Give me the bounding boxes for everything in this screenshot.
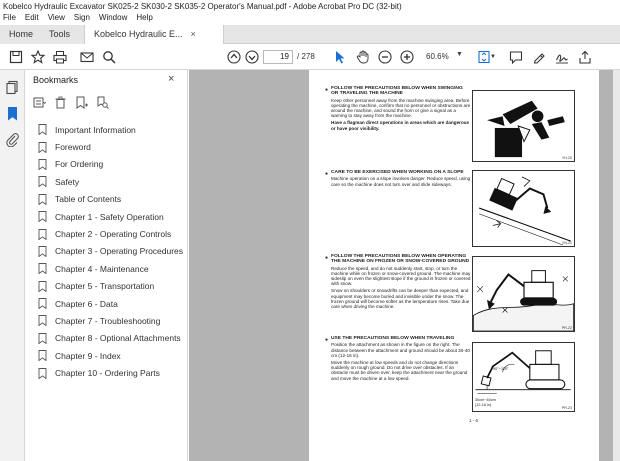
bookmark-icon: [38, 124, 47, 135]
page-number-input[interactable]: 19: [263, 50, 293, 64]
comment-icon[interactable]: [508, 49, 524, 65]
distance-label-inches: (12-16 in): [475, 403, 492, 407]
new-bookmark-icon[interactable]: [75, 96, 88, 110]
bookmark-label: Foreword: [55, 142, 91, 153]
bookmark-item[interactable]: [38, 208, 186, 225]
bookmark-label: Chapter 1 - Safety Operation: [55, 211, 164, 222]
section-slope: [331, 170, 471, 189]
bookmark-label: Important Information: [55, 124, 136, 135]
pdf-page: [309, 70, 599, 461]
bookmark-icon: [38, 298, 47, 309]
frozen-ground-illustration: [473, 257, 574, 331]
figure-number: YN-21: [561, 241, 572, 245]
page-total: / 278: [297, 52, 315, 61]
menu-sign[interactable]: Sign: [73, 13, 90, 22]
section-heading: CARE TO BE EXERCISED WHEN WORKING ON A SLOPE: [331, 170, 464, 175]
bookmark-icon: [38, 281, 47, 292]
angle-label: 90°~110°: [493, 367, 509, 371]
figure-number: PR-23: [561, 406, 572, 410]
bookmark-item[interactable]: [38, 347, 186, 364]
signature-icon[interactable]: [554, 49, 570, 65]
bookmark-icon: [38, 159, 47, 170]
bookmark-icon: [38, 333, 47, 344]
menu-edit[interactable]: Edit: [24, 13, 39, 22]
figure-slope: [472, 170, 575, 247]
page-thumbnails-icon[interactable]: [5, 80, 20, 95]
swinging-warning-illustration: [473, 91, 574, 161]
document-viewer[interactable]: [189, 70, 620, 461]
print-icon[interactable]: [52, 49, 68, 65]
bookmark-label: Chapter 8 - Optional Attachments: [55, 333, 181, 344]
bookmarks-toolbar: [33, 96, 109, 110]
slope-warning-illustration: [473, 171, 574, 246]
bookmark-label: Chapter 5 - Transportation: [55, 281, 155, 292]
attachments-icon[interactable]: [5, 132, 20, 147]
section-heading: FOLLOW THE PRECAUTIONS BELOW WHEN SWINGING OR TRAVELING THE MACHINE: [331, 86, 463, 97]
hand-tool-icon[interactable]: [355, 49, 371, 65]
figure-frozen-ground: [472, 256, 575, 332]
section-swinging: [331, 86, 471, 133]
zoom-in-icon[interactable]: [399, 49, 415, 65]
bookmark-label: Chapter 2 - Operating Controls: [55, 229, 172, 240]
bookmark-label: Chapter 4 - Maintenance: [55, 263, 149, 274]
bookmark-label: Chapter 9 - Index: [55, 350, 121, 361]
bullet-icon: ●: [325, 337, 329, 343]
tab-close-icon[interactable]: ×: [190, 29, 196, 39]
menu-view[interactable]: View: [47, 13, 65, 22]
tab-tools[interactable]: Tools: [40, 25, 84, 44]
bookmark-item[interactable]: [38, 295, 186, 312]
bookmark-item[interactable]: [38, 191, 186, 208]
bookmark-options-icon[interactable]: [33, 96, 46, 110]
section-note: Move the machine at low speeds and do not change directions suddenly on rough ground. Do not drive over obstacles. If an obstacle must be driven over, keep the attachment near the ground and move the machine at a low speed.: [331, 359, 468, 381]
bookmark-icon: [38, 315, 47, 326]
zoom-dropdown-icon[interactable]: ▼: [456, 51, 463, 58]
menu-file[interactable]: File: [3, 13, 16, 22]
bookmark-item[interactable]: [38, 121, 186, 138]
select-cursor-icon[interactable]: [332, 49, 348, 65]
section-body: Position the attachment as shown in the figure on the right. The distance between the attachment and ground should be about 30-40 cm (12-16 in).: [331, 342, 470, 358]
vertical-scrollbar[interactable]: [613, 70, 620, 461]
bookmark-icon: [38, 211, 47, 222]
bookmark-icon: [38, 246, 47, 257]
bookmark-item[interactable]: [38, 243, 186, 260]
section-body: Machine operation on a slope involves danger. Reduce speed, using care so the machine does not turn over and slide sideways.: [331, 176, 471, 187]
bookmark-item[interactable]: [38, 364, 186, 381]
bookmark-label: Safety: [55, 176, 80, 187]
section-heading: FOLLOW THE PRECAUTIONS BELOW WHEN OPERATING THE MACHINE ON FROZEN OR SNOW-COVERED GROUND: [331, 254, 470, 265]
figure-number: PR-22: [561, 326, 572, 330]
bookmark-item[interactable]: [38, 173, 186, 190]
tab-document-label: Kobelco Hydraulic E...: [94, 29, 183, 39]
bookmark-icon: [38, 263, 47, 274]
bullet-icon: ●: [325, 87, 329, 93]
bookmark-label: Table of Contents: [55, 194, 122, 205]
section-note: Have a flagman direct operations in areas which are dangerous or have poor visibility.: [331, 120, 470, 131]
bullet-icon: ●: [325, 255, 329, 261]
figure-number: YH-20: [561, 156, 572, 160]
bookmark-label: Chapter 3 - Operating Procedures: [55, 246, 184, 257]
highlight-pen-icon[interactable]: [531, 49, 547, 65]
distance-label: 30cm~40cm: [475, 398, 496, 402]
bookmark-icon: [38, 368, 47, 379]
bookmarks-title: Bookmarks: [33, 75, 79, 85]
previous-page-icon[interactable]: [226, 49, 242, 65]
delete-bookmark-icon[interactable]: [54, 96, 67, 110]
bookmark-item[interactable]: [38, 138, 186, 155]
bookmarks-list: [38, 121, 186, 382]
tab-document[interactable]: [84, 25, 224, 44]
bookmark-star-icon[interactable]: [30, 49, 46, 65]
main-toolbar: [0, 44, 620, 70]
bullet-icon: ●: [325, 171, 329, 177]
menu-help[interactable]: Help: [136, 13, 153, 22]
bookmark-item[interactable]: [38, 225, 186, 242]
bookmarks-panel: [25, 70, 188, 461]
bookmark-item[interactable]: [38, 278, 186, 295]
find-bookmark-icon[interactable]: [96, 96, 109, 110]
bookmark-icon: [38, 229, 47, 240]
zoom-level[interactable]: 60.6%: [426, 52, 449, 61]
bookmark-item[interactable]: [38, 260, 186, 277]
menu-bar: [0, 13, 620, 25]
bookmark-icon: [38, 350, 47, 361]
save-icon[interactable]: [8, 49, 24, 65]
bookmark-label: Chapter 10 - Ordering Parts: [55, 368, 160, 379]
bookmarks-panel-icon[interactable]: [5, 106, 20, 121]
navigation-rail: [0, 70, 25, 461]
bookmark-icon: [38, 194, 47, 205]
menu-window[interactable]: Window: [98, 13, 128, 22]
bookmark-label: For Ordering: [55, 159, 104, 170]
section-body: Reduce the speed, and do not suddenly start, stop, or turn the machine while on frozen or snow-covered ground. The machine may sideslip on even the slightest slope if the ground is frozen or covered with snow.: [331, 265, 471, 287]
section-note: Snow on shoulders or snowdrifts can be deeper than expected, and equipment may become buried and invisible under the snow. The frozen ground will become softer as the temperature rises. Take due care when driving the machine.: [331, 288, 470, 310]
tab-bar: [0, 25, 620, 44]
next-page-icon[interactable]: [244, 49, 260, 65]
bookmark-item[interactable]: [38, 330, 186, 347]
bookmark-label: Chapter 6 - Data: [55, 298, 118, 309]
share-icon[interactable]: [577, 49, 593, 65]
bookmarks-close-icon[interactable]: ×: [168, 73, 175, 85]
figure-swinging: [472, 90, 575, 162]
figure-traveling: [472, 342, 575, 412]
section-frozen-ground: [331, 254, 471, 311]
section-traveling: [331, 336, 471, 383]
bookmark-item[interactable]: [38, 156, 186, 173]
zoom-out-icon[interactable]: [377, 49, 393, 65]
section-body: Keep other personnel away from the machine swinging area. Before operating the machine, confirm that no personnel or obstructions are around the machine, and sound the horn or give a signal as a warning to stay away from the machine.: [331, 97, 471, 119]
section-heading: USE THE PRECAUTIONS BELOW WHEN TRAVELING: [331, 336, 455, 341]
bookmark-icon: [38, 142, 47, 153]
bookmark-item[interactable]: [38, 312, 186, 329]
page-footer-number: 1 - 6: [469, 418, 479, 423]
search-icon[interactable]: [101, 49, 117, 65]
tab-home[interactable]: Home: [0, 25, 40, 44]
window-title: Kobelco Hydraulic Excavator SK025-2 SK030-2 SK035-2 Operator's Manual.pdf - Adobe Acrobat Pro DC (32-bit): [0, 0, 620, 13]
bookmark-icon: [38, 176, 47, 187]
fit-dropdown-icon[interactable]: ▼: [490, 54, 496, 60]
email-icon[interactable]: [79, 49, 95, 65]
bookmark-label: Chapter 7 - Troubleshooting: [55, 315, 161, 326]
